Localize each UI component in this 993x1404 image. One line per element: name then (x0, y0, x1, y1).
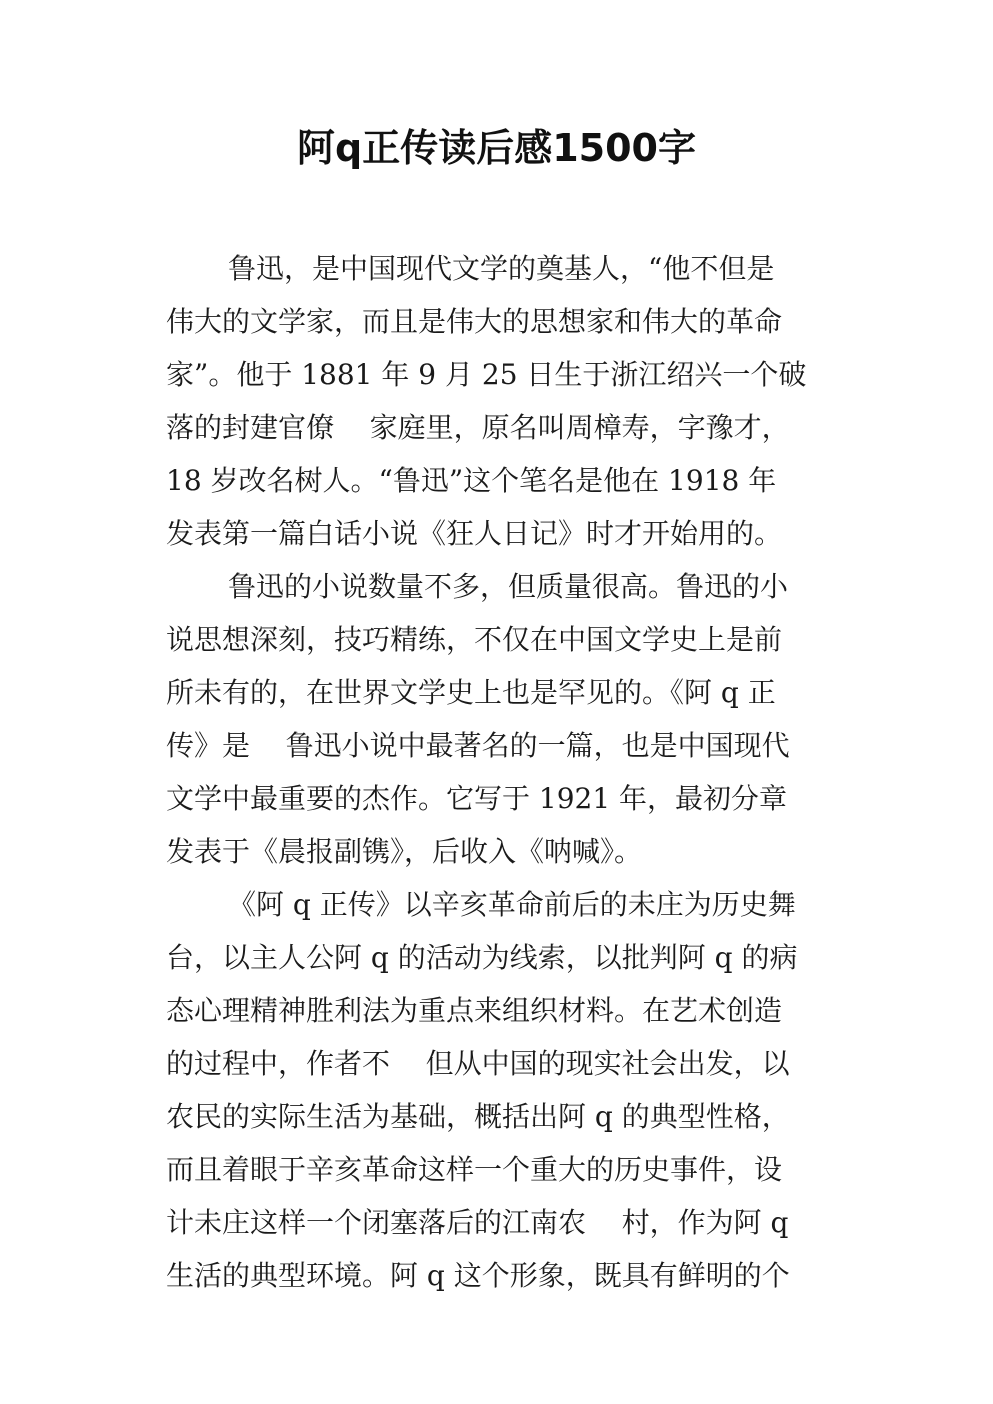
paragraph-1-line-2: 伟大的文学家，而且是伟大的思想家和伟大的革命 (166, 305, 783, 338)
paragraph-2-line-1: 鲁迅的小说数量不多，但质量很高。鲁迅的小 (228, 570, 789, 603)
paragraph-2-line-5: 文学中最重要的杰作。它写于 1921 年，最初分章 (166, 782, 788, 815)
paragraph-1-line-3: 家”。他于 1881 年 9 月 25 日生于浙江绍兴一个破 (166, 358, 807, 391)
document-title: 阿q正传读后感1500字 (297, 126, 696, 170)
paragraph-3-line-5: 农民的实际生活为基础，概括出阿 q 的典型性格， (166, 1100, 790, 1133)
paragraph-2-line-3: 所未有的，在世界文学史上也是罕见的。《阿 q 正 (166, 676, 776, 709)
paragraph-3-line-1: 《阿 q 正传》以辛亥革命前后的未庄为历史舞 (228, 888, 796, 921)
paragraph-2-line-2: 说思想深刻，技巧精练，不仅在中国文学史上是前 (166, 623, 783, 656)
paragraph-3-line-2: 台，以主人公阿 q 的活动为线索，以批判阿 q 的病 (166, 941, 798, 974)
paragraph-3-line-4: 的过程中，作者不 但从中国的现实社会出发，以 (166, 1047, 790, 1080)
paragraph-2-line-6: 发表于《晨报副镌》，后收入《呐喊》。 (166, 835, 643, 868)
paragraph-2-line-4: 传》是 鲁迅小说中最著名的一篇，也是中国现代 (166, 729, 790, 762)
paragraph-3-line-3: 态心理精神胜利法为重点来组织材料。在艺术创造 (166, 994, 783, 1027)
paragraph-1-line-1: 鲁迅，是中国现代文学的奠基人，“他不但是 (228, 252, 775, 285)
paragraph-1-line-5: 18 岁改名树人。“鲁迅”这个笔名是他在 1918 年 (166, 464, 777, 497)
paragraph-3-line-7: 计未庄这样一个闭塞落后的江南农 村，作为阿 q (166, 1206, 789, 1239)
paragraph-3-line-6: 而且着眼于辛亥革命这样一个重大的历史事件，设 (166, 1153, 783, 1186)
paragraph-3-line-8: 生活的典型环境。阿 q 这个形象，既具有鲜明的个 (166, 1259, 790, 1292)
paragraph-1-line-4: 落的封建官僚 家庭里，原名叫周樟寿，字豫才， (166, 411, 790, 444)
document-body (166, 242, 828, 1302)
paragraph-1-line-6: 发表第一篇白话小说《狂人日记》时才开始用的。 (166, 517, 783, 550)
